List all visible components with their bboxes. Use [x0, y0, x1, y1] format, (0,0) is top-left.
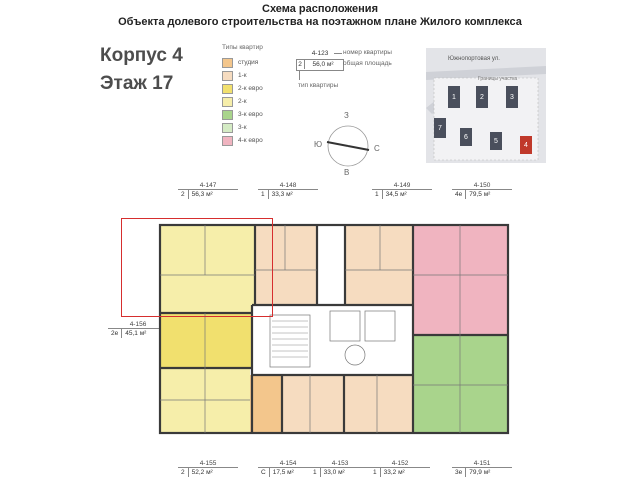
legend-item — [222, 123, 247, 132]
apartment-number: 4-150 — [473, 182, 491, 189]
site-building: 4 — [520, 136, 532, 154]
apartment-meta — [370, 467, 430, 477]
legend-swatch — [222, 97, 233, 107]
legend-item — [222, 58, 258, 67]
legend-swatch — [222, 71, 233, 81]
selected-apartment-outline — [121, 218, 273, 317]
legend-swatch — [222, 136, 233, 146]
legend-label: студия — [238, 59, 259, 66]
apartment-type: 3е — [452, 468, 466, 477]
apartment-label[interactable] — [178, 182, 238, 199]
apartment-label[interactable] — [370, 460, 430, 477]
apartment-type: С — [258, 468, 270, 477]
legend-swatch — [222, 110, 233, 120]
key-area: 56,0 м² — [312, 60, 334, 68]
apartment-type: 1 — [258, 190, 269, 199]
apartment-area: 56,3 м² — [191, 191, 213, 198]
apartment-label[interactable] — [372, 182, 432, 199]
apartment-label[interactable] — [452, 460, 512, 477]
apartment-area: 45,1 м² — [125, 330, 147, 337]
legend-label: 1-к — [238, 72, 247, 79]
site-building: 7 — [434, 118, 446, 138]
apartment-meta — [258, 467, 318, 477]
legend-item — [222, 110, 263, 119]
apartment-number: 4-153 — [331, 460, 349, 467]
apartment-area: 79,9 м² — [469, 469, 491, 476]
compass-s: В — [344, 168, 350, 177]
unit-4-153[interactable] — [282, 375, 344, 433]
unit-4-152[interactable] — [344, 375, 412, 433]
apartment-area: 33,3 м² — [271, 191, 293, 198]
apartment-area: 34,5 м² — [385, 191, 407, 198]
site-plan — [426, 48, 546, 163]
apartment-meta — [372, 189, 432, 199]
key-area-caption: общая площадь — [343, 60, 392, 67]
apartment-type: 2 — [178, 468, 189, 477]
legend-item — [222, 71, 247, 80]
compass — [312, 108, 384, 180]
apartment-meta — [310, 467, 370, 477]
site-building: 2 — [476, 86, 488, 108]
apartment-number: 4-152 — [391, 460, 409, 467]
apartment-area: 33,2 м² — [383, 469, 405, 476]
apartment-label[interactable] — [258, 182, 318, 199]
apartment-type: 1 — [372, 190, 383, 199]
apartment-label[interactable] — [310, 460, 370, 477]
apartment-type: 2 — [178, 190, 189, 199]
apartment-label[interactable] — [178, 460, 238, 477]
site-building: 1 — [448, 86, 460, 108]
apartment-number: 4-156 — [129, 321, 147, 328]
compass-e: С — [374, 144, 380, 153]
unit-4-156[interactable] — [160, 313, 252, 368]
floor-title: Этаж 17 — [100, 73, 174, 94]
core — [252, 305, 412, 375]
header-line-1: Схема расположения — [262, 3, 378, 15]
unit-4-150[interactable] — [413, 225, 508, 335]
compass-n: З — [344, 111, 349, 120]
legend-label: 3-к евро — [238, 111, 263, 118]
site-boundary: Границы участка — [478, 76, 518, 82]
apartment-number: 4-149 — [393, 182, 411, 189]
unit-4-154[interactable] — [250, 375, 282, 433]
legend-swatch — [222, 123, 233, 133]
legend-item — [222, 136, 263, 145]
apartment-number: 4-147 — [199, 182, 217, 189]
apartment-area: 79,5 м² — [469, 191, 491, 198]
key-number-caption: номер квартиры — [343, 49, 392, 56]
apartment-meta — [178, 467, 238, 477]
apartment-number: 4-151 — [473, 460, 491, 467]
key-connector — [334, 53, 342, 54]
apartment-meta — [452, 189, 512, 199]
apartment-area: 52,2 м² — [191, 469, 213, 476]
key-type-pointer — [299, 70, 300, 80]
apartment-area: 33,0 м² — [323, 469, 345, 476]
legend-label: 2-к — [238, 98, 247, 105]
legend-label: 3-к — [238, 124, 247, 131]
key-rooms: 2 — [296, 59, 305, 69]
compass-w: Ю — [314, 140, 323, 149]
apartment-label[interactable] — [452, 182, 512, 199]
apartment-meta — [258, 189, 318, 199]
legend-swatch — [222, 84, 233, 94]
apartment-number: 4-154 — [279, 460, 297, 467]
site-building: 5 — [490, 132, 502, 150]
legend-title: Типы квартир — [222, 44, 263, 51]
legend-item — [222, 84, 263, 93]
apartment-number: 4-148 — [279, 182, 297, 189]
site-street: Южнопортовая ул. — [448, 56, 500, 62]
key-number: 4-123 — [311, 49, 329, 57]
legend-key — [296, 46, 446, 96]
apartment-area: 17,5 м² — [272, 469, 294, 476]
apartment-type: 4е — [452, 190, 466, 199]
apartment-type: 1 — [310, 468, 321, 477]
apartment-type: 2е — [108, 329, 122, 338]
legend-item — [222, 97, 247, 106]
apartment-number: 4-155 — [199, 460, 217, 467]
legend-label: 2-к евро — [238, 85, 263, 92]
apartment-meta — [452, 467, 512, 477]
unit-4-149[interactable] — [345, 225, 413, 305]
apartment-label[interactable] — [258, 460, 318, 477]
apartment-meta — [178, 189, 238, 199]
legend-label: 4-к евро — [238, 137, 263, 144]
corpus-title: Корпус 4 — [100, 45, 183, 66]
legend-swatch — [222, 58, 233, 68]
header-line-2: Объекта долевого строительства на поэтажном плане Жилого комплекса — [118, 16, 522, 28]
apartment-type: 1 — [370, 468, 381, 477]
site-building: 6 — [460, 128, 472, 146]
site-building: 3 — [506, 86, 518, 108]
key-type-caption: тип квартиры — [298, 82, 339, 89]
